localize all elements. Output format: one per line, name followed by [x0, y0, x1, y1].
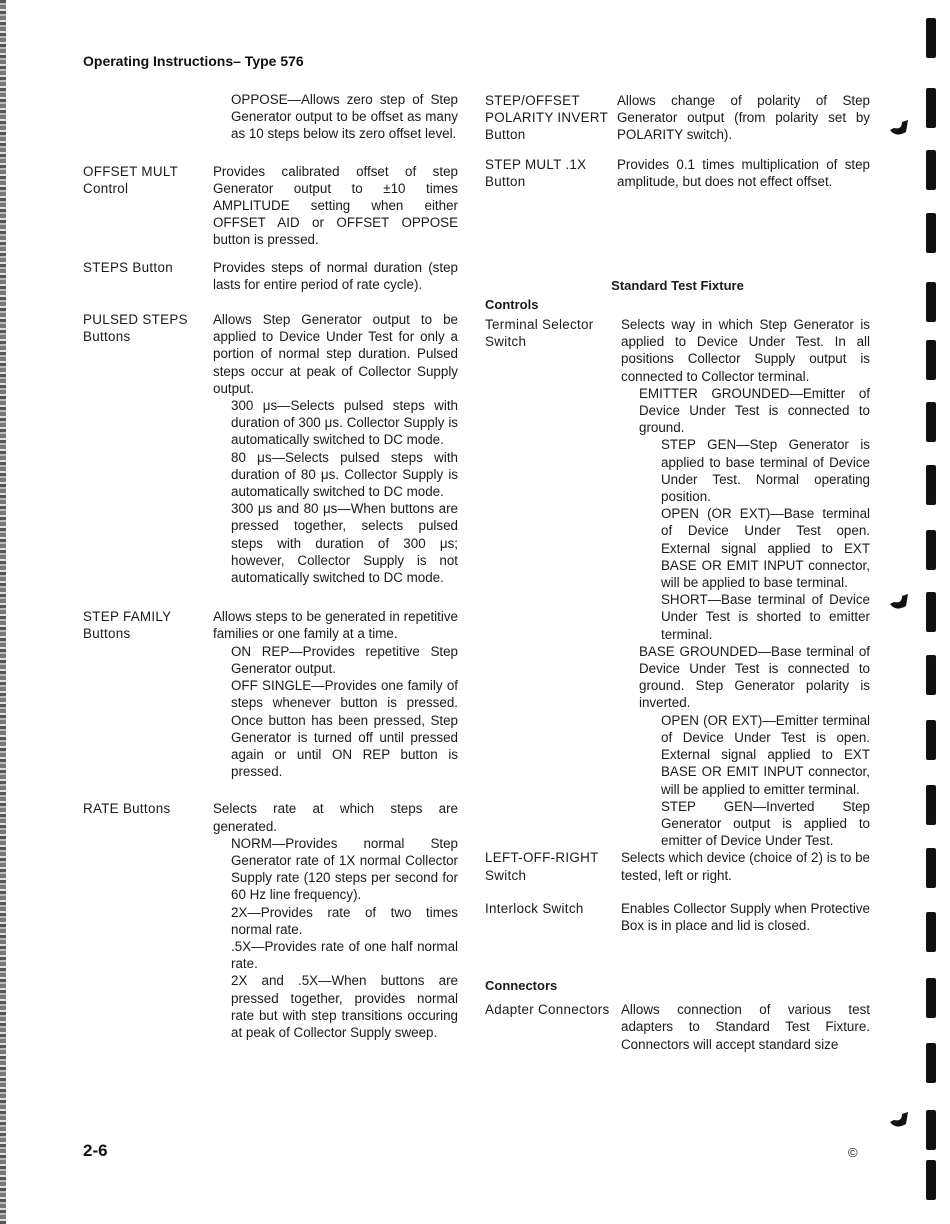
- registration-bar: [926, 1110, 936, 1150]
- sub-item-eg-step-gen: STEP GEN—Step Generator is applied to base terminal of Device Under Test. Normal operating position.: [661, 437, 870, 505]
- registration-bar: [926, 213, 936, 253]
- sub-item-base-grounded: BASE GROUNDED—Base terminal of Device Under Test is connected to ground. Step Generator polarity is inverted.: [639, 643, 870, 711]
- hook-mark-icon: [888, 592, 910, 614]
- oppose-continuation: [83, 91, 458, 143]
- registration-bar: [926, 282, 936, 322]
- right-column: [485, 92, 870, 1053]
- registration-bar: [926, 530, 936, 570]
- entry-step-mult: [485, 156, 870, 190]
- sub-item-2x: 2X—Provides rate of two times normal rate.: [231, 904, 458, 937]
- oppose-text: OPPOSE—Allows zero step of Step Generator output to be offset as many as 10 steps below its zero offset level.: [231, 92, 458, 142]
- sub-item-eg-open: OPEN (OR EXT)—Base terminal of Device Under Test open. External signal applied to EXT BASE OR EMIT INPUT connector, will be applied to base terminal.: [661, 506, 870, 591]
- term: STEP FAMILY Buttons: [83, 609, 172, 642]
- registration-bar: [926, 848, 936, 888]
- description: Selects which device (choice of 2) is to be tested, left or right.: [621, 850, 870, 883]
- registration-bar: [926, 340, 936, 380]
- term: STEP/OFFSET POLARITY INVERT Button: [485, 93, 608, 143]
- term: PULSED STEPS Buttons: [83, 312, 188, 345]
- registration-bar: [926, 402, 936, 442]
- hook-mark-icon: [888, 118, 910, 140]
- description: Allows change of polarity of Step Generator output (from polarity set by POLARITY switch).: [617, 93, 870, 143]
- description: Allows Step Generator output to be applied to Device Under Test for only a portion of normal step duration. Pulsed steps occur at peak of Collector Supply output.: [213, 312, 458, 396]
- entry-adapter-connectors: [485, 1001, 870, 1053]
- description: Selects way in which Step Generator is applied to Device Under Test. In all positions Collector Supply output is connected to Collector terminal.: [621, 317, 870, 384]
- registration-bar: [926, 978, 936, 1018]
- sub-item-bg-step-gen: STEP GEN—Inverted Step Generator output is applied to emitter of Device Under Test.: [661, 798, 870, 849]
- section-title: Standard Test Fixture: [611, 278, 744, 294]
- sub-item-300-and-80us: 300 μs and 80 μs—When buttons are pressed together, selects pulsed steps with duration of 300 μs; however, Collector Supply is not automatically switched to DC mode.: [231, 501, 458, 586]
- entry-offset-mult: [83, 163, 458, 249]
- registration-bar: [926, 18, 936, 58]
- registration-bar: [926, 465, 936, 505]
- registration-bar: [926, 720, 936, 760]
- sub-item-off-single: OFF SINGLE—Provides one family of steps whenever button is pressed. Once button has been pressed, Step Generator is turned off until pressed again or until ON REP button is pressed.: [231, 678, 458, 780]
- running-header: Operating Instructions– Type 576: [83, 53, 304, 69]
- entry-interlock: [485, 900, 870, 934]
- term: STEPS Button: [83, 259, 173, 275]
- entry-pulsed-steps: [83, 311, 458, 586]
- sub-item-80us: 80 μs—Selects pulsed steps with duration of 80 μs. Collector Supply is automatically switched to DC mode.: [231, 449, 458, 500]
- description: Provides calibrated offset of step Generator output to ±10 times AMPLITUDE setting when either OFFSET AID or OFFSET OPPOSE button is pressed.: [213, 163, 458, 248]
- left-column: [83, 91, 458, 1041]
- page-number: 2-6: [83, 1141, 108, 1160]
- term: STEP MULT .1X Button: [485, 156, 587, 189]
- registration-bar: [926, 912, 936, 952]
- controls-heading: Controls: [485, 297, 539, 313]
- connectors-heading: Connectors: [485, 978, 558, 994]
- term: LEFT-OFF-RIGHT Switch: [485, 850, 599, 883]
- sub-item-bg-open: OPEN (OR EXT)—Emitter terminal of Device Under Test is open. External signal applied to EXT BASE OR EMIT INPUT connector, will be applied to emitter terminal.: [661, 712, 870, 797]
- sub-item-05x: .5X—Provides rate of one half normal rate.: [231, 938, 458, 972]
- description: Selects rate at which steps are generated.: [213, 801, 458, 834]
- registration-marks: [920, 0, 950, 1224]
- copyright-mark: ©: [848, 1145, 858, 1160]
- entry-left-off-right: [485, 849, 870, 883]
- term: RATE Buttons: [83, 801, 171, 817]
- registration-bar: [926, 785, 936, 825]
- description: Enables Collector Supply when Protective Box is in place and lid is closed.: [621, 900, 870, 933]
- term: Adapter Connectors: [485, 1002, 610, 1018]
- registration-bar: [926, 655, 936, 695]
- description: Provides 0.1 times multiplication of step amplitude, but does not effect offset.: [617, 156, 870, 189]
- registration-bar: [926, 1160, 936, 1200]
- term: Interlock Switch: [485, 900, 584, 916]
- entry-polarity-invert: [485, 92, 870, 144]
- binding-edge: [0, 0, 6, 1224]
- entry-terminal-selector: [485, 316, 870, 849]
- sub-item-norm: NORM—Provides normal Step Generator rate of 1X normal Collector Supply rate (120 steps per second for 60 Hz line frequency).: [231, 835, 458, 903]
- registration-bar: [926, 592, 936, 632]
- hook-mark-icon: [888, 1110, 910, 1132]
- term: Terminal Selector Switch: [485, 317, 594, 350]
- sub-item-emitter-grounded: EMITTER GROUNDED—Emitter of Device Under Test is connected to ground.: [639, 385, 870, 436]
- registration-bar: [926, 88, 936, 128]
- description: Provides steps of normal duration (step lasts for entire period of rate cycle).: [213, 259, 458, 292]
- entry-rate: [83, 800, 458, 1041]
- sub-item-on-rep: ON REP—Provides repetitive Step Generator output.: [231, 643, 458, 676]
- registration-bar: [926, 1043, 936, 1083]
- term: OFFSET MULT Control: [83, 163, 178, 196]
- entry-steps: [83, 259, 458, 293]
- sub-item-eg-short: SHORT—Base terminal of Device Under Test is shorted to emitter terminal.: [661, 592, 870, 642]
- description: Allows steps to be generated in repetitive families or one family at a time.: [213, 609, 458, 642]
- sub-item-300us: 300 μs—Selects pulsed steps with duration of 300 μs. Collector Supply is automatically switched to DC mode.: [231, 398, 458, 448]
- entry-step-family: [83, 608, 458, 780]
- registration-bar: [926, 150, 936, 190]
- description: Allows connection of various test adapters to Standard Test Fixture. Connectors will accept standard size: [621, 1002, 870, 1052]
- sub-item-2x-and-05x: 2X and .5X—When buttons are pressed together, provides normal rate but with step transitions occuring at peak of Collector Supply sweep.: [231, 973, 458, 1040]
